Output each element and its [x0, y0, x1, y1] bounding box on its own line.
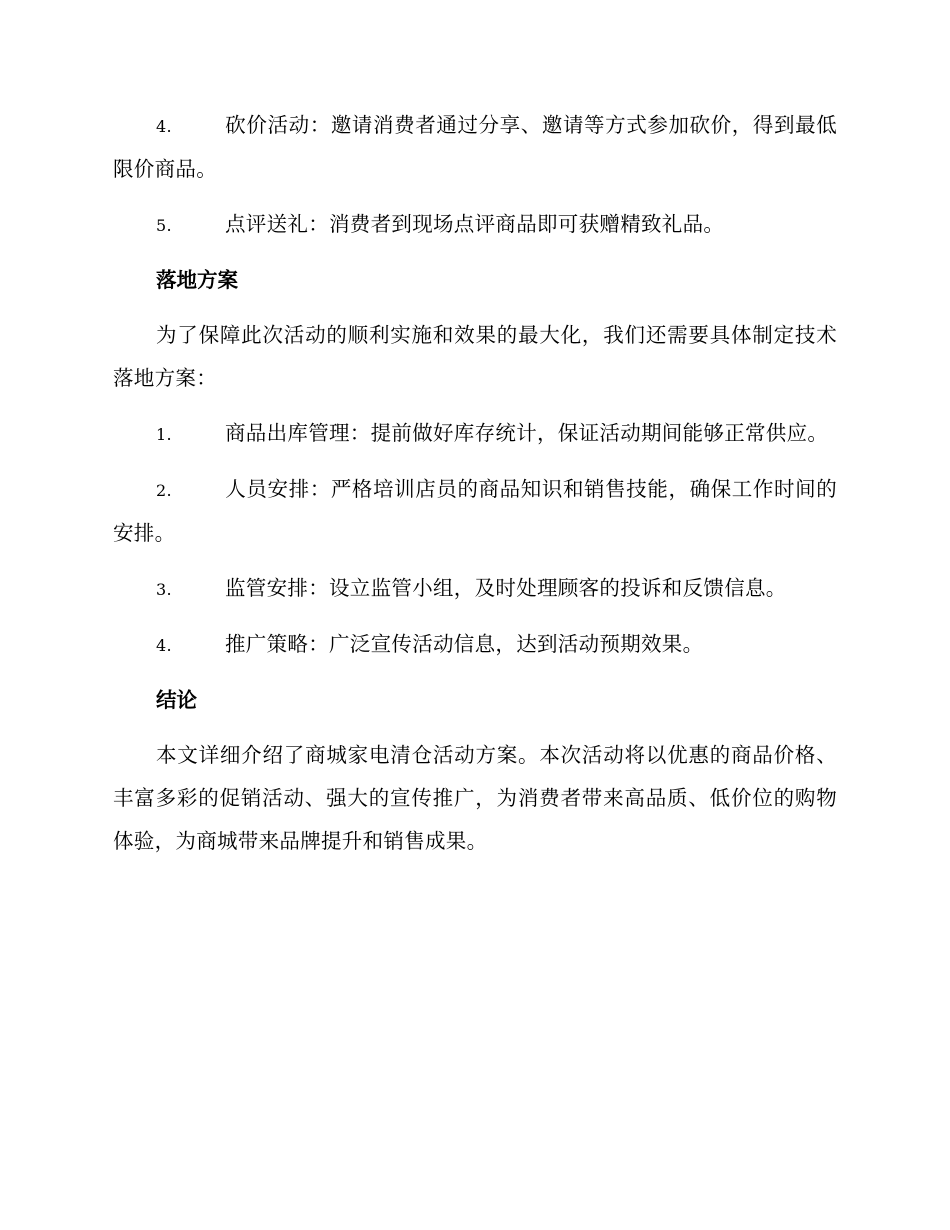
list-item-text: 人员安排：严格培训店员的商品知识和销售技能，确保工作时间的安排。	[113, 477, 837, 545]
list-item-number: 3.	[156, 580, 172, 599]
list-item	[113, 412, 837, 456]
document-page	[113, 104, 837, 875]
list-item	[113, 468, 837, 555]
list-item-number: 4.	[156, 636, 172, 655]
list-item	[113, 623, 837, 667]
list-item-text: 商品出库管理：提前做好库存统计，保证活动期间能够正常供应。	[225, 421, 829, 445]
list-item-number: 5.	[156, 216, 172, 235]
list-item	[113, 104, 837, 191]
section-heading-conclusion: 结论	[156, 688, 197, 712]
list-item-text: 监管安排：设立监管小组，及时处理顾客的投诉和反馈信息。	[225, 576, 787, 600]
section-intro-paragraph: 为了保障此次活动的顺利实施和效果的最大化，我们还需要具体制定技术落地方案：	[113, 323, 837, 390]
section-heading-landing: 落地方案	[156, 268, 238, 292]
list-item	[113, 567, 837, 611]
list-item-text: 推广策略：广泛宣传活动信息，达到活动预期效果。	[225, 632, 704, 656]
conclusion-paragraph: 本文详细介绍了商城家电清仓活动方案。本次活动将以优惠的商品价格、丰富多彩的促销活动、强大的宣传推广，为消费者带来高品质、低价位的购物体验，为商城带来品牌提升和销售成果。	[113, 743, 837, 853]
list-item	[113, 203, 837, 247]
list-item-text: 砍价活动：邀请消费者通过分享、邀请等方式参加砍价，得到最低限价商品。	[113, 113, 837, 181]
list-item-number: 4.	[156, 117, 172, 136]
list-item-number: 2.	[156, 481, 172, 500]
list-item-number: 1.	[156, 425, 172, 444]
list-item-text: 点评送礼：消费者到现场点评商品即可获赠精致礼品。	[225, 212, 725, 236]
